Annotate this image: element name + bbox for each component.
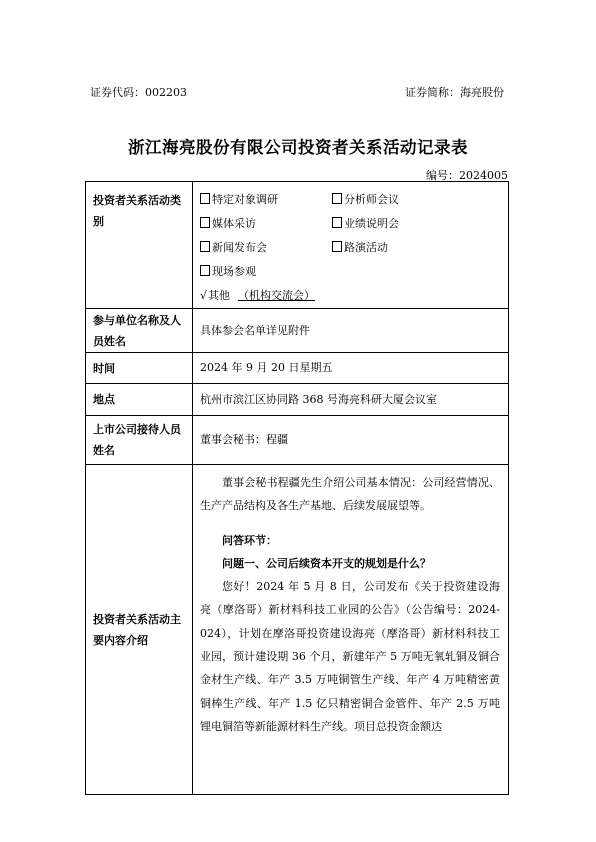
row-main-content	[86, 465, 509, 795]
time-value: 2024 年 9 月 20 日星期五	[193, 353, 509, 384]
document-number: 编号：2024005	[426, 169, 508, 182]
place-value: 杭州市滨江区协同路 368 号海亮科研大厦会议室	[193, 384, 509, 416]
stock-short-name: 证券简称：海亮股份	[405, 86, 504, 99]
activity-type-options	[193, 182, 509, 309]
option-press-conference[interactable]: 新闻发布会	[200, 236, 332, 260]
option-roadshow[interactable]: 路演活动	[332, 236, 500, 260]
participants-value: 具体参会名单详见附件	[193, 309, 509, 353]
participants-label: 参与单位名称及人员姓名	[86, 309, 193, 353]
option-site-visit[interactable]: 现场参观	[200, 260, 332, 284]
option-earnings-briefing[interactable]: 业绩说明会	[332, 212, 500, 236]
other-detail: （机构交流会）	[238, 289, 316, 302]
main-content-body	[193, 465, 509, 795]
reception-label: 上市公司接待人员姓名	[86, 416, 193, 465]
answer-1: 您好！2024 年 5 月 8 日，公司发布《关于投资建设海亮（摩洛哥）新材料科技工业园的公告》（公告编号：2024-024），计划在摩洛哥投资建设海亮（摩洛哥）新材料科技工业园，预计建设期 36 个月，新建年产 5 万吨无氧轧铜及铜合金材生产线、年产 3.5 万吨铜管生产线、年产 4 万吨精密黄铜棒生产线、年产 1.5 亿只精密铜合金管件、年产 2.5 万吨锂电铜箔等新能源材料生产线。项目总投资金额达	[200, 580, 500, 733]
option-media-interview[interactable]: 媒体采访	[200, 212, 332, 236]
row-reception	[86, 416, 509, 465]
document-title: 浙江海亮股份有限公司投资者关系活动记录表	[128, 138, 468, 157]
record-table	[85, 181, 509, 795]
intro-paragraph: 董事会秘书程疆先生介绍公司基本情况：公司经营情况、生产产品结构及各生产基地、后续发展展望等。	[200, 476, 500, 513]
question-1: 问题一、公司后续资本开支的规划是什么？	[222, 556, 431, 570]
option-other[interactable]: √其他 （机构交流会）	[200, 284, 332, 308]
checkbox-icon	[332, 241, 342, 252]
stock-code: 证券代码：002203	[90, 86, 187, 99]
option-specific-research[interactable]: 特定对象调研	[200, 188, 332, 212]
checkbox-icon	[200, 265, 210, 276]
row-activity-type	[86, 182, 509, 309]
checkbox-icon	[200, 241, 210, 252]
checkmark-icon: √	[200, 289, 208, 302]
activity-type-label: 投资者关系活动类别	[86, 182, 193, 309]
place-label: 地点	[86, 384, 193, 416]
checkbox-icon	[200, 193, 210, 204]
main-content-label: 投资者关系活动主要内容介绍	[86, 465, 193, 795]
checkbox-icon	[332, 217, 342, 228]
checkbox-icon	[332, 193, 342, 204]
reception-value: 董事会秘书：程疆	[193, 416, 509, 465]
option-analyst-meeting[interactable]: 分析师会议	[332, 188, 500, 212]
row-participants	[86, 309, 509, 353]
checkbox-icon	[200, 217, 210, 228]
row-place	[86, 384, 509, 416]
row-time	[86, 353, 509, 384]
qa-heading: 问答环节：	[222, 533, 277, 547]
time-label: 时间	[86, 353, 193, 384]
